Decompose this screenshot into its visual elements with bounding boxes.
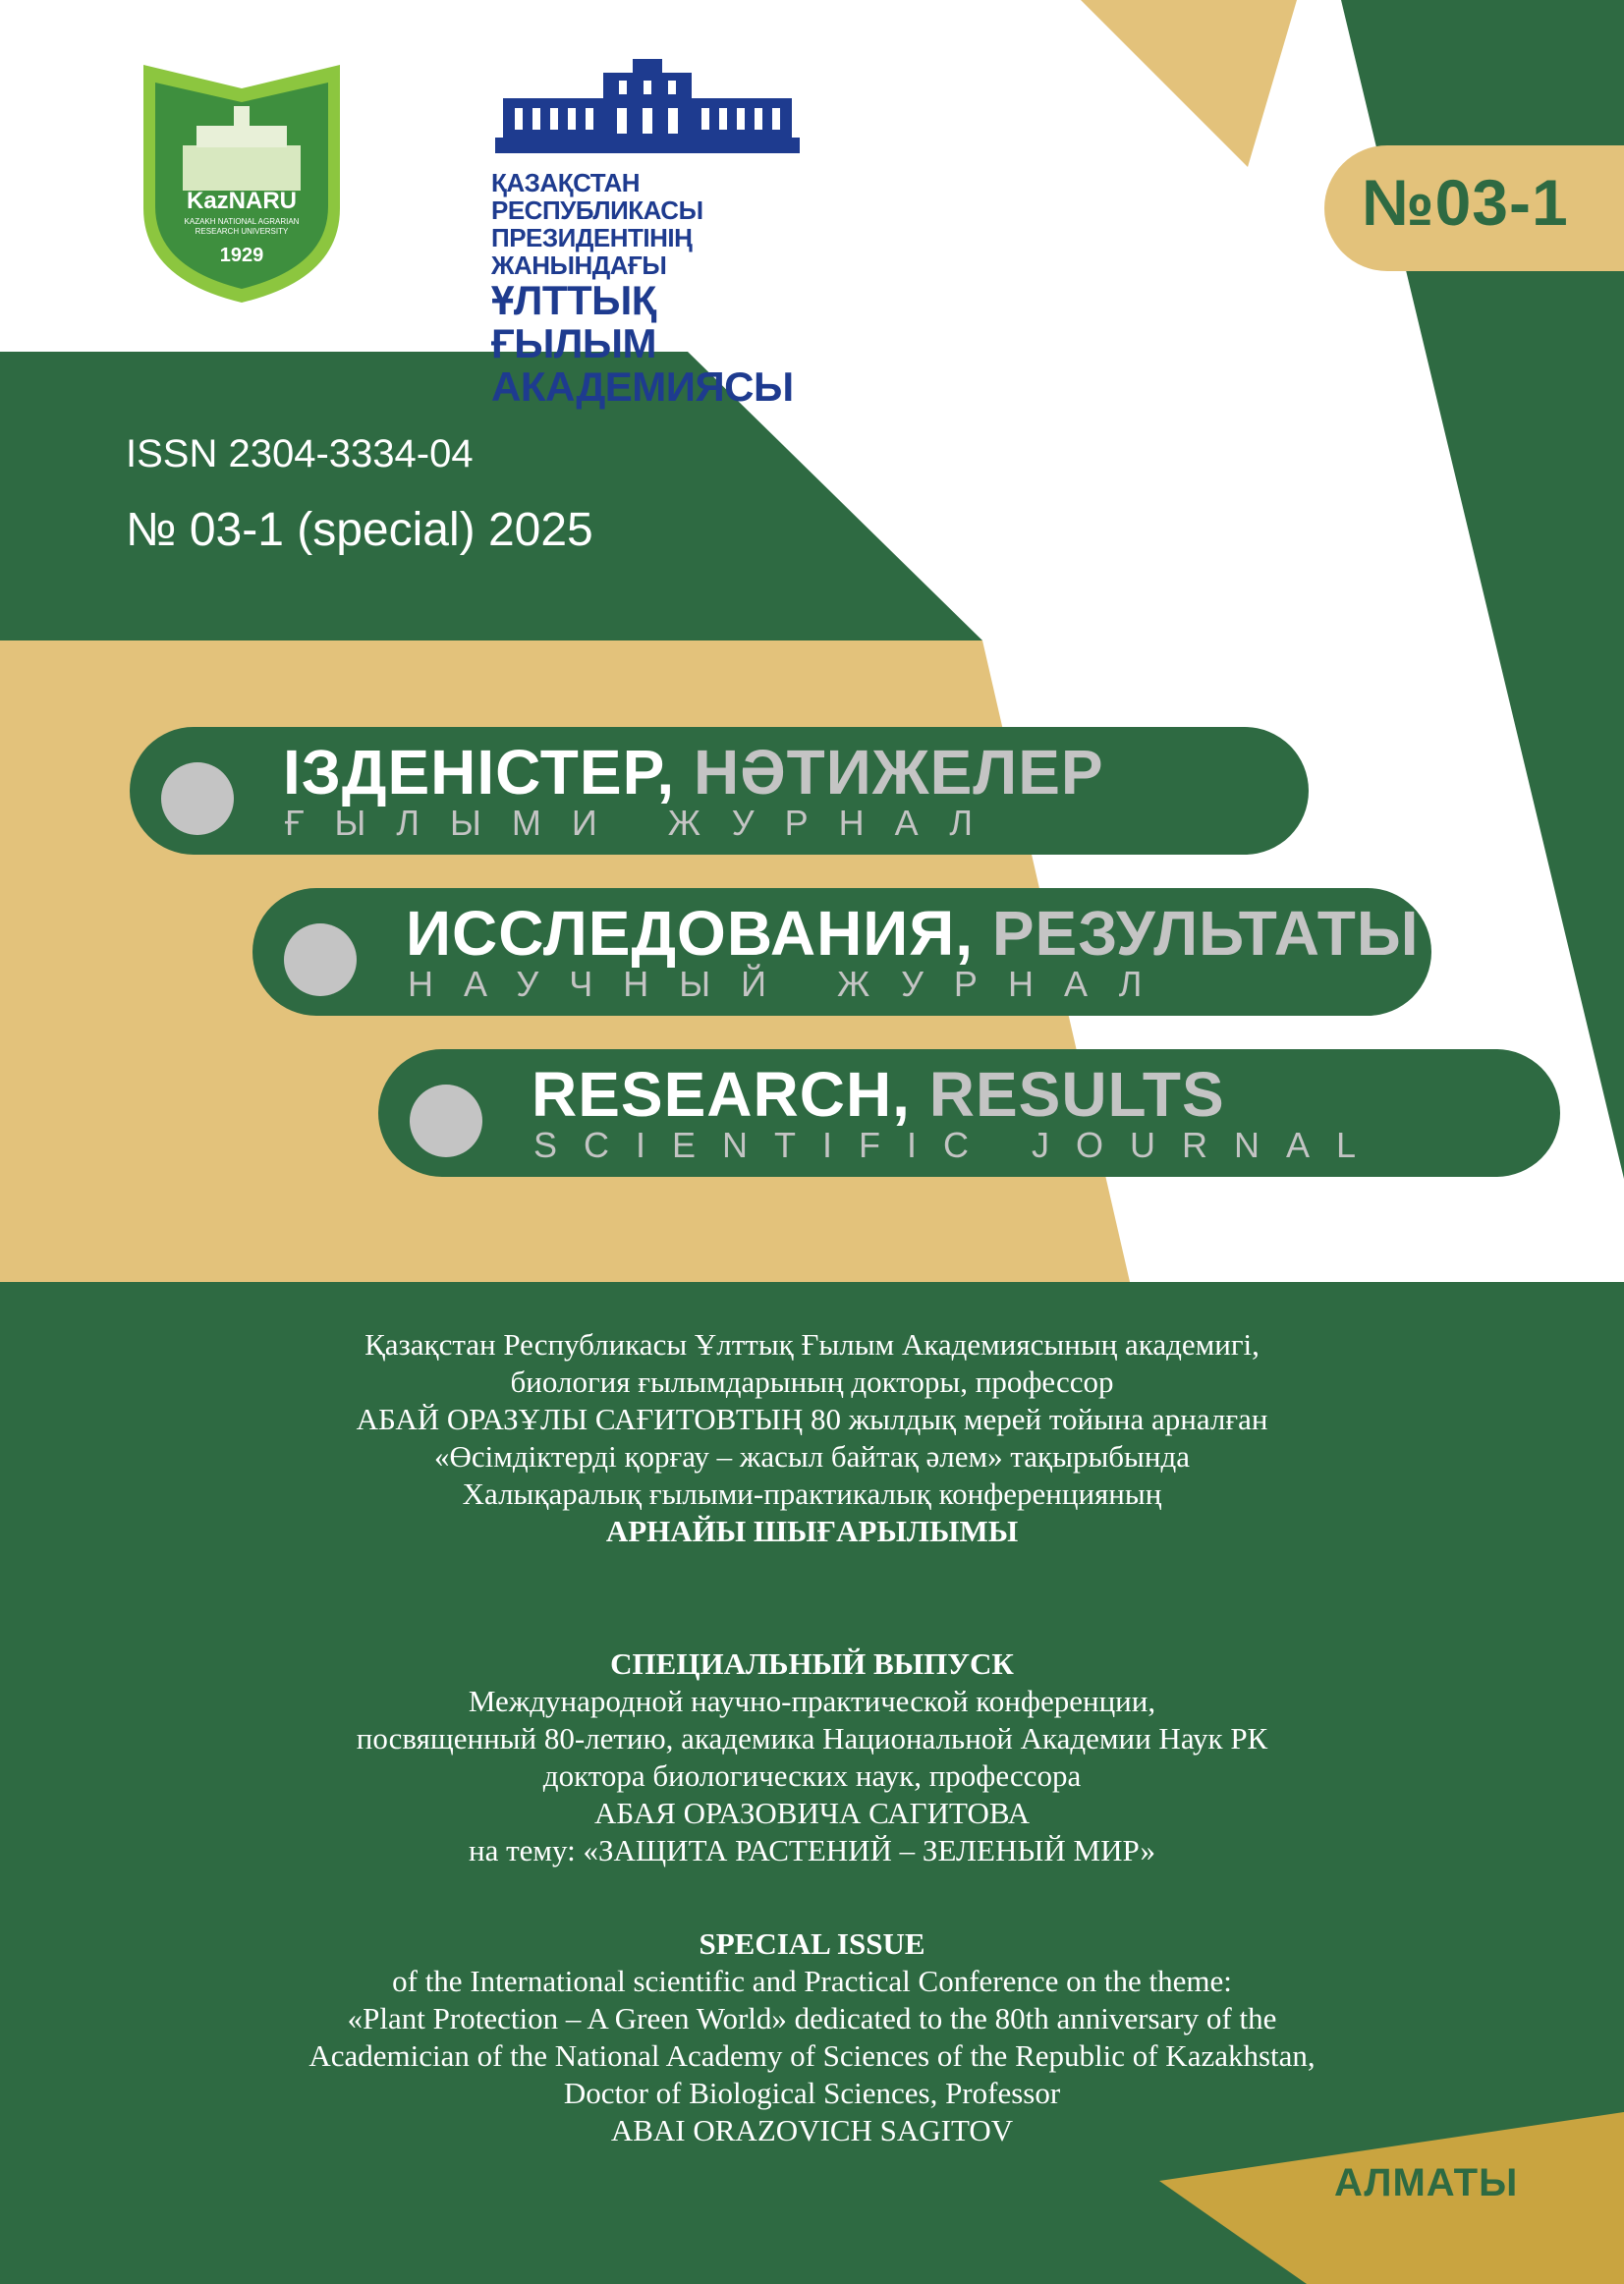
title-kazakh-white: ІЗДЕНІСТЕР, <box>283 737 676 808</box>
kazakh-line-3: АБАЙ ОРАЗҰЛЫ САҒИТОВТЫҢ 80 жылдық мерей тойына арналған <box>356 1402 1268 1436</box>
kaznaru-name-line-2: RESEARCH UNIVERSITY <box>195 227 289 236</box>
english-line-4: Doctor of Biological Sciences, Professor <box>563 2076 1061 2110</box>
kaznaru-acronym: KazNARU <box>186 188 298 214</box>
issue-badge-label: №03-1 <box>1362 166 1569 239</box>
academy-building-icon <box>495 59 800 153</box>
tan-corner-triangle <box>1081 0 1297 167</box>
kazakh-heading: АРНАЙЫ ШЫҒАРЫЛЫМЫ <box>605 1514 1019 1548</box>
title-kazakh-grey: НӘТИЖЕЛЕР <box>693 737 1104 808</box>
academy-line-1: ҚАЗАҚСТАН РЕСПУБЛИКАСЫ <box>491 168 703 225</box>
title-bar-kazakh <box>130 727 1309 855</box>
english-line-2: «Plant Protection – A Green World» dedicated to the 80th anniversary of the <box>347 2001 1277 2035</box>
academy-line-2: ПРЕЗИДЕНТІНІҢ ЖАНЫНДАҒЫ <box>491 223 693 280</box>
title-bar-russian <box>252 888 1431 1016</box>
english-description <box>0 1925 1624 2149</box>
russian-line-5: на тему: «ЗАЩИТА РАСТЕНИЙ – ЗЕЛЕНЫЙ МИР» <box>469 1833 1155 1867</box>
russian-line-3: доктора биологических наук, профессора <box>542 1758 1082 1793</box>
russian-description <box>0 1645 1624 1869</box>
title-english-grey: RESULTS <box>928 1059 1225 1130</box>
kazakh-line-4: «Өсімдіктерді қорғау – жасыл байтақ әлем» тақырыбында <box>434 1439 1190 1474</box>
kazakh-description <box>0 1326 1624 1550</box>
title-russian-grey: РЕЗУЛЬТАТЫ <box>991 898 1420 969</box>
subtitle-english: SCIENTIFIC JOURNAL <box>533 1125 1383 1165</box>
academy-logo <box>491 59 806 410</box>
kazakh-line-5: Халықаралық ғылыми-практикалық конференцияның <box>462 1476 1162 1511</box>
issue-line-text: № 03-1 (special) 2025 <box>126 504 593 556</box>
title-english-white: RESEARCH, <box>532 1059 911 1130</box>
title-bullet-icon <box>161 762 234 835</box>
kaznaru-year: 1929 <box>219 245 264 266</box>
title-bullet-icon <box>284 923 357 996</box>
english-line-5: ABAI ORAZOVICH SAGITOV <box>610 2113 1014 2147</box>
kazakh-line-2: биология ғылымдарының докторы, профессор <box>510 1365 1114 1399</box>
english-line-3: Academician of the National Academy of Sciences of the Republic of Kazakhstan, <box>308 2038 1316 2073</box>
issn-text: ISSN 2304-3334-04 <box>126 432 474 475</box>
english-heading: SPECIAL ISSUE <box>699 1926 925 1961</box>
kazakh-line-1: Қазақстан Республикасы Ұлттық Ғылым Академиясының академигі, <box>364 1327 1260 1362</box>
title-bullet-icon <box>410 1085 482 1157</box>
title-bar-english <box>378 1049 1560 1177</box>
russian-line-1: Международной научно-практической конференции, <box>468 1684 1156 1718</box>
academy-line-4: АКАДЕМИЯСЫ <box>491 363 794 410</box>
city-label: АЛМАТЫ <box>1334 2161 1519 2204</box>
russian-line-2: посвященный 80-летию, академика Национальной Академии Наук РК <box>356 1721 1268 1755</box>
academy-line-3: ҰЛТТЫҚ ҒЫЛЫМ <box>491 277 657 366</box>
title-russian-white: ИССЛЕДОВАНИЯ, <box>406 898 975 969</box>
subtitle-kazakh: ҒЫЛЫМИ ЖУРНАЛ <box>285 803 1004 843</box>
subtitle-russian: НАУЧНЫЙ ЖУРНАЛ <box>408 964 1173 1004</box>
russian-heading: СПЕЦИАЛЬНЫЙ ВЫПУСК <box>610 1646 1014 1681</box>
russian-line-4: АБАЯ ОРАЗОВИЧА САГИТОВА <box>594 1796 1030 1830</box>
issue-badge <box>1324 145 1624 271</box>
kaznaru-name-line-1: KAZAKH NATIONAL AGRARIAN <box>184 217 300 226</box>
english-line-1: of the International scientific and Practical Conference on the theme: <box>392 1964 1232 1998</box>
kaznaru-logo <box>138 61 346 306</box>
